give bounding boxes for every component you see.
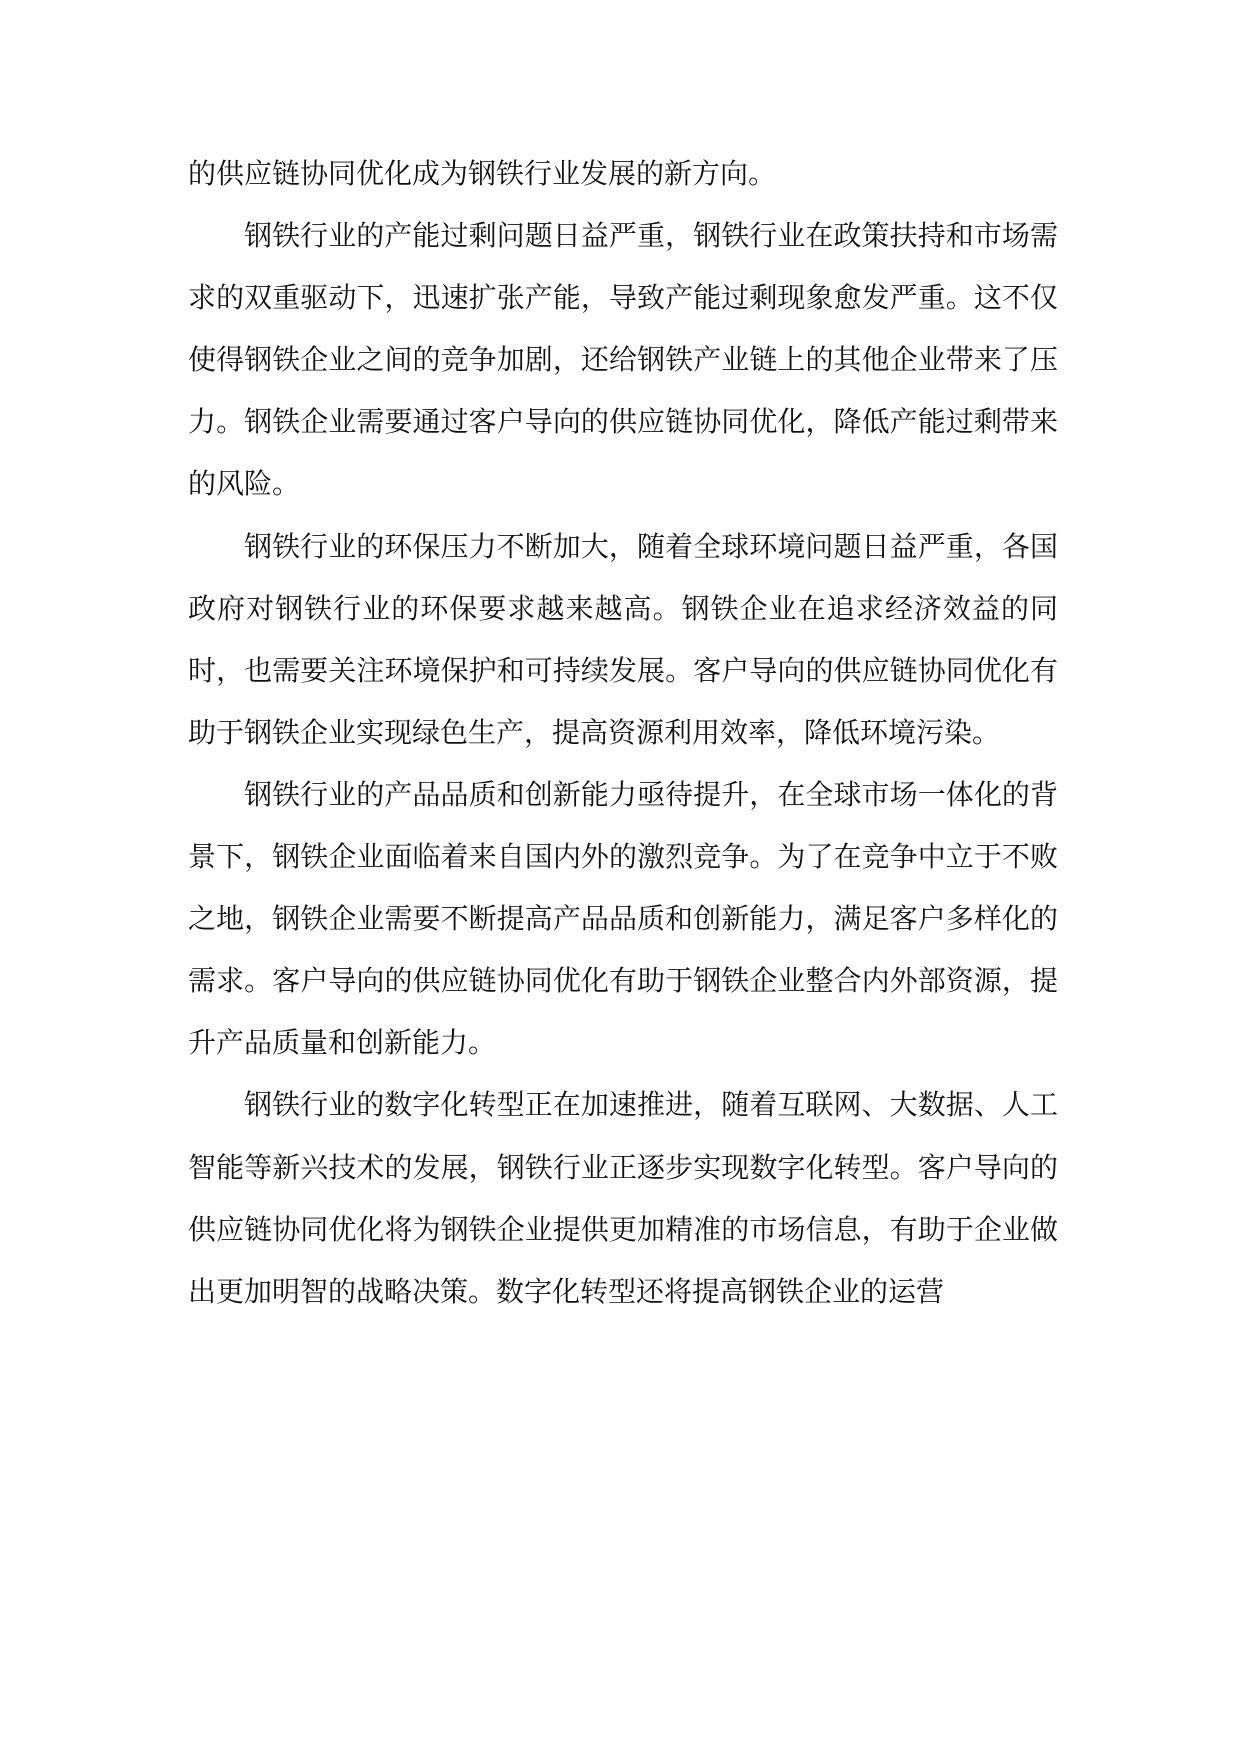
paragraph-1: 的供应链协同优化成为钢铁行业发展的新方向。 [188, 157, 777, 190]
paragraph-2: 钢铁行业的产能过剩问题日益严重，钢铁行业在政策扶持和市场需求的双重驱动下，迅速扩张产能，导致产能过剩现象愈发严重。这不仅使得钢铁企业之间的竞争加剧，还给钢铁产业链上的其他企业带来了压力。钢铁企业需要通过客户导向的供应链协同优化，降低产能过剩带来的风险。 [188, 219, 1058, 501]
paragraph-4: 钢铁行业的产品品质和创新能力亟待提升，在全球市场一体化的背景下，钢铁企业面临着来自国内外的激烈竞争。为了在竞争中立于不败之地，钢铁企业需要不断提高产品品质和创新能力，满足客户多样化的需求。客户导向的供应链协同优化有助于钢铁企业整合内外部资源，提升产品质量和创新能力。 [188, 777, 1058, 1060]
body-text [188, 143, 1058, 1323]
paragraph-5: 钢铁行业的数字化转型正在加速推进，随着互联网、大数据、人工智能等新兴技术的发展，钢铁行业正逐步实现数字化转型。客户导向的供应链协同优化将为钢铁企业提供更加精准的市场信息，有助于企业做出更加明智的战略决策。数字化转型还将提高钢铁企业的运营 [188, 1088, 1058, 1308]
paragraph-3: 钢铁行业的环保压力不断加大，随着全球环境问题日益严重，各国政府对钢铁行业的环保要求越来越高。钢铁企业在追求经济效益的同时，也需要关注环境保护和可持续发展。客户导向的供应链协同优化有助于钢铁企业实现绿色生产，提高资源利用效率，降低环境污染。 [188, 529, 1058, 749]
